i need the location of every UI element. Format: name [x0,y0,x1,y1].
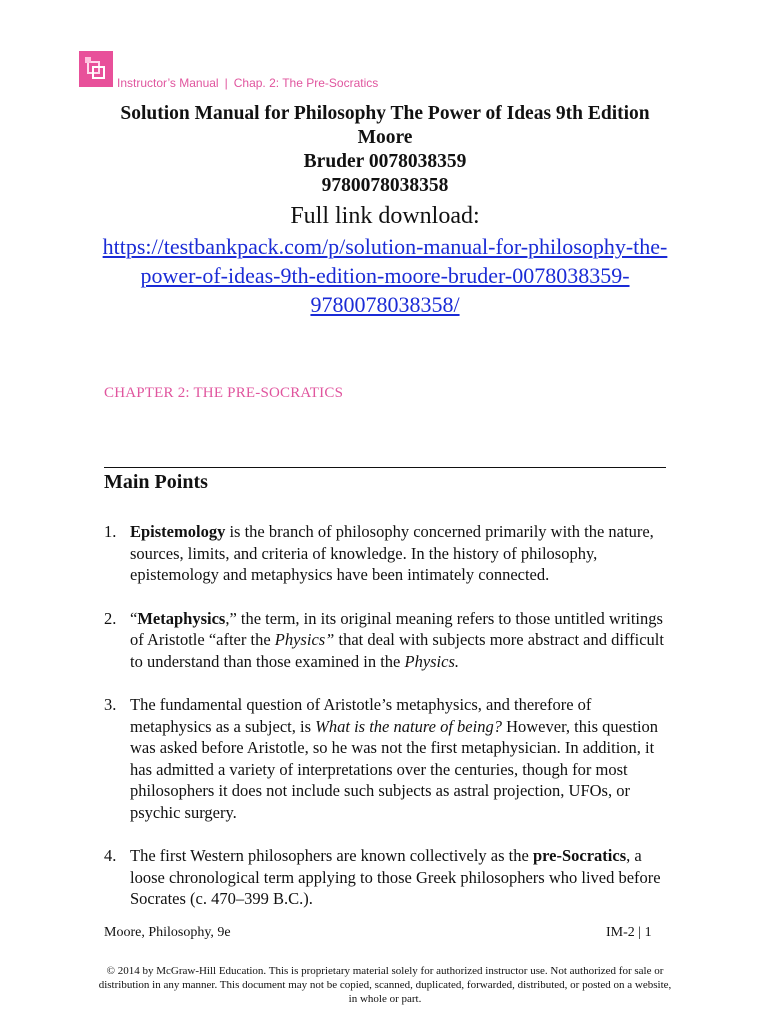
title-line-1: Solution Manual for Philosophy The Power of Ideas 9th Edition [120,103,650,124]
footer-page-number: IM-2 | 1 [606,925,652,940]
chapter-heading: CHAPTER 2: THE PRE-SOCRATICS [104,385,344,401]
list-item [104,608,666,673]
term: Metaphysics [137,608,226,628]
list-item [104,845,666,910]
header-separator: | [224,76,228,90]
publisher-logo-icon [79,51,113,87]
section-divider [104,467,666,468]
copyright-notice: © 2014 by McGraw-Hill Education. This is proprietary material solely for authorized instructor use. Not authorized for sale or distribution in any manner. This document may not be copied, scanned, duplicated, forwarded, distributed, or posted on a website, in whole or part. [98,965,672,1005]
list-item [104,521,666,586]
item-number: 2. [104,608,117,628]
chapter-label: Chap. 2: The Pre-Socratics [233,76,379,90]
main-points-list [104,521,666,932]
download-link-line-2: power-of-ideas-9th-edition-moore-bruder-0078038359- [140,263,630,288]
download-link-line-3: 9780078038358/ [310,292,460,317]
running-header [117,76,378,90]
manual-label: Instructor’s Manual [117,76,219,90]
download-link-line-1: https://testbankpack.com/p/solution-manual-for-philosophy-the- [102,234,668,259]
italic-question: What is the nature of being? [315,716,502,736]
item-text: , a loose chronological term applying to those Greek philosophers who lived before Socrates (c. 470–399 B.C.). [130,846,661,908]
download-link[interactable] [70,232,700,319]
item-text: ,” the term, in its original meaning refers to those untitled writings of Aristotle “after the [130,608,663,649]
title-line-3: Bruder 0078038359 [303,151,467,172]
item-number: 3. [104,695,117,714]
footer-book-title: Moore, Philosophy, 9e [104,925,231,940]
term: Epistemology [130,522,226,541]
document-title [60,102,710,198]
item-text: However, this question was asked before Aristotle, so he was not the first metaphysician. In addition, it has admitted a variety of interpretations over the centuries, though for most philosophers it does not include such subjects as astral projection, UFOs, or psychic surgery. [130,716,659,822]
list-item [104,694,666,823]
download-label: Full link download: [290,203,480,229]
title-line-4: 9780078038358 [321,175,449,196]
item-text: that deal with subjects more abstract and difficult to understand than those examined in the [130,630,664,671]
item-text: The fundamental question of Aristotle’s metaphysics, and therefore of metaphysics as a subject, is [130,695,592,736]
open-quote: “ [130,608,138,628]
item-text: is the branch of philosophy concerned primarily with the nature, sources, limits, and criteria of knowledge. In the history of philosophy, epistemology and metaphysics have been intimately connected. [130,522,654,584]
title-line-2: Moore [357,127,413,148]
italic-title: Physics. [404,651,460,671]
term: pre-Socratics [532,846,627,865]
section-title: Main Points [104,471,208,493]
italic-title: Physics” [274,630,335,649]
item-text: The first Western philosophers are known collectively as the [130,846,533,865]
item-number: 4. [104,846,117,865]
item-number: 1. [104,522,117,541]
